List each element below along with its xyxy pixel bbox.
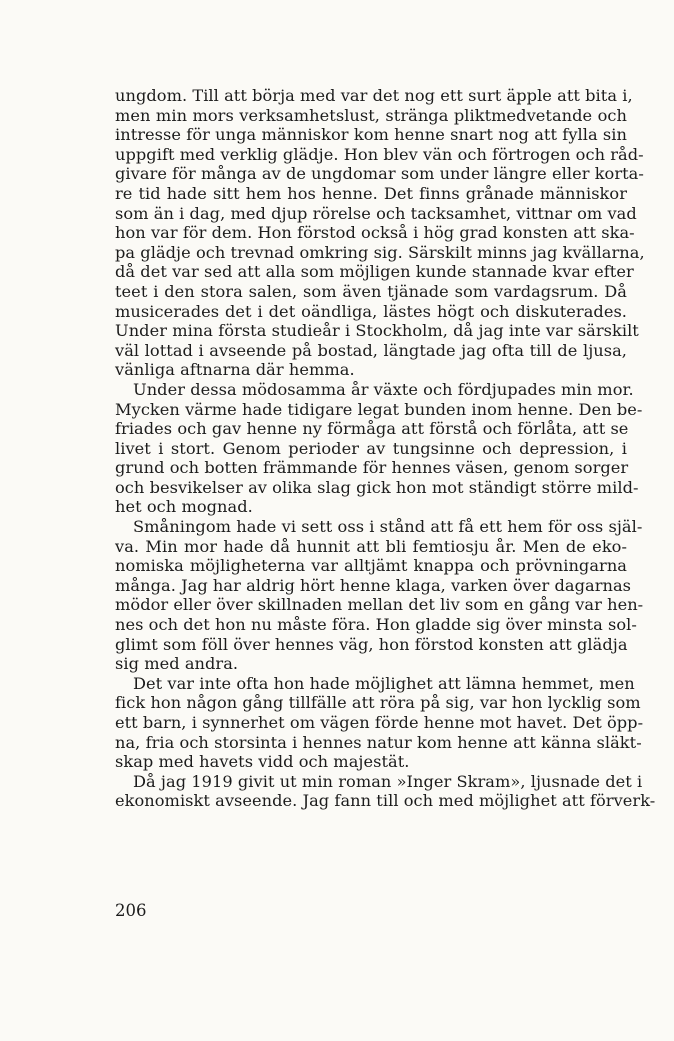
paragraph-end-line: skap med havets vidd och majestät.	[115, 752, 410, 772]
text-line: då det var sed att alla som möjligen kunde stannade kvar efter	[115, 262, 634, 282]
text-line: musicerades det i det oändliga, lästes högt och diskuterades.	[115, 301, 627, 321]
text-line: intresse för unga människor kom henne snart nog att fylla sin	[115, 125, 627, 145]
paragraph-end-line: het och mognad.	[115, 497, 253, 517]
text-line: ett barn, i synnerhet om vägen förde henne mot havet. Det öpp-	[115, 713, 644, 732]
text-line: mödor eller över skillnaden mellan det liv som en gång var hen-	[115, 595, 644, 615]
text-line: nomiska möjligheterna var alltjämt knappa och prövningarna	[115, 556, 627, 576]
text-line: grund och botten främmande för hennes väsen, genom sorger	[115, 458, 629, 478]
paragraph-start-line: Då jag 1919 givit ut min roman »Inger Skram», ljusnade det i	[133, 771, 643, 791]
text-line: hon var för dem. Hon förstod också i hög grad konsten att ska-	[115, 223, 635, 243]
text-line: ungdom. Till att börja med var det nog ett surt äpple att bita i,	[115, 86, 633, 105]
text-line: men min mors verksamhetslust, stränga pliktmedvetande och	[115, 105, 627, 125]
text-line: givare för många av de ungdomar som under längre eller korta-	[115, 164, 644, 184]
text-line: re tid hade sitt hem hos henne. Det finns grånade människor	[115, 183, 627, 203]
text-line: nes och det hon nu måste föra. Hon gladde sig över minsta sol-	[115, 615, 637, 635]
text-line: friades och gav henne ny förmåga att förstå och förlåta, att se	[115, 419, 629, 439]
text-line: många. Jag har aldrig hört henne klaga, varken över dagarnas	[115, 575, 632, 595]
text-line: ekonomiskt avseende. Jag fann till och med möjlighet att förverk-	[115, 791, 656, 811]
text-line: va. Min mor hade då hunnit att bli femtiosju år. Men de eko-	[115, 536, 627, 556]
page-number: 206	[115, 901, 147, 920]
paragraph-end-line: vänliga aftnarna där hemma.	[115, 360, 355, 380]
text-line: livet i stort. Genom perioder av tungsinne och depression, i	[115, 438, 627, 458]
text-line: teet i den stora salen, som även tjänade som vardagsrum. Då	[115, 281, 627, 301]
paragraph-start-line: Det var inte ofta hon hade möjlighet att lämna hemmet, men	[133, 673, 635, 693]
text-line: glimt som föll över hennes väg, hon förstod konsten att glädja	[115, 634, 628, 654]
body-text	[115, 86, 656, 811]
text-line: väl lottad i avseende på bostad, längtade jag ofta till de ljusa,	[115, 340, 627, 360]
paragraph-end-line: sig med andra.	[115, 654, 239, 674]
text-line: pa glädje och trevnad omkring sig. Särskilt minns jag kvällarna,	[115, 242, 645, 262]
paragraph-start-line: Under dessa mödosamma år växte och fördjupades min mor.	[133, 379, 634, 399]
text-line: na, fria och storsinta i hennes natur kom henne att känna släkt-	[115, 732, 642, 752]
text-line: och besvikelser av olika slag gick hon mot ständigt större mild-	[115, 477, 639, 497]
text-line: fick hon någon gång tillfälle att röra på sig, var hon lycklig som	[115, 693, 641, 713]
paragraph-start-line: Småningom hade vi sett oss i stånd att få ett hem för oss själ-	[133, 517, 643, 537]
text-line: som än i dag, med djup rörelse och tacksamhet, vittnar om vad	[115, 203, 637, 223]
text-line: Under mina första studieår i Stockholm, då jag inte var särskilt	[115, 321, 639, 341]
text-line: Mycken värme hade tidigare legat bunden inom henne. Den be-	[115, 399, 643, 419]
text-line: uppgift med verklig glädje. Hon blev vän och förtrogen och råd-	[115, 144, 644, 164]
